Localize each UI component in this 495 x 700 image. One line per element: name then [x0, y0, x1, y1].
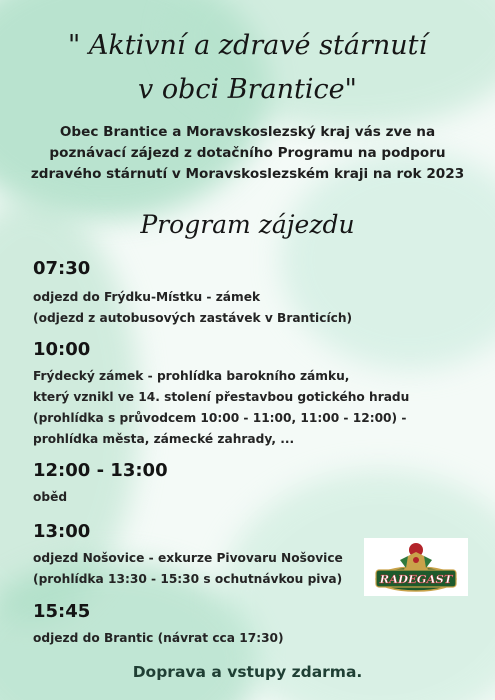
program-item: [33, 601, 284, 649]
program-heading: Program zájezdu: [140, 210, 355, 239]
title-line-2: v obci Brantice": [138, 74, 357, 105]
program-line: (prohlídka s průvodcem 10:00 - 11:00, 11:00 - 12:00) -: [33, 411, 407, 425]
program-item: [33, 460, 168, 508]
figure-emblem-icon: [400, 543, 432, 570]
program-line: odjezd do Brantic (návrat cca 17:30): [33, 631, 284, 645]
title-line-1: " Aktivní a zdravé stárnutí: [67, 30, 428, 61]
program-time: 07:30: [33, 258, 91, 279]
intro-text: [0, 122, 495, 185]
program-item: [33, 339, 409, 450]
program-line: oběd: [33, 490, 68, 504]
program-time: 12:00 - 13:00: [33, 460, 168, 481]
program-item: [33, 521, 343, 590]
program-line: (odjezd z autobusových zastávek v Branticích): [33, 311, 353, 325]
program-line: odjezd Nošovice - exkurze Pivovaru Nošovice: [33, 551, 343, 565]
program-line: Frýdecký zámek - prohlídka barokního zámku,: [33, 369, 350, 383]
program-line: (prohlídka 13:30 - 15:30 s ochutnávkou piva): [33, 572, 343, 586]
program-line: odjezd do Frýdku-Místku - zámek: [33, 290, 261, 304]
program-time: 13:00: [33, 521, 91, 542]
footer-note: Doprava a vstupy zdarma.: [132, 663, 363, 681]
intro-line: poznávací zájezd z dotačního Programu na podporu: [49, 145, 446, 161]
svg-text:RADEGAST: RADEGAST: [379, 572, 453, 586]
intro-line: zdravého stárnutí v Moravskoslezském kraji na rok 2023: [30, 166, 465, 182]
program-time: 10:00: [33, 339, 91, 360]
program-line: který vznikl ve 14. stolení přestavbou gotického hradu: [33, 390, 410, 404]
program-time: 15:45: [33, 601, 91, 622]
program-line: prohlídka města, zámecké zahrady, ...: [33, 432, 295, 446]
intro-line: Obec Brantice a Moravskoslezský kraj vás zve na: [59, 124, 436, 140]
radegast-logo: [364, 538, 468, 596]
program-item: [33, 258, 352, 329]
